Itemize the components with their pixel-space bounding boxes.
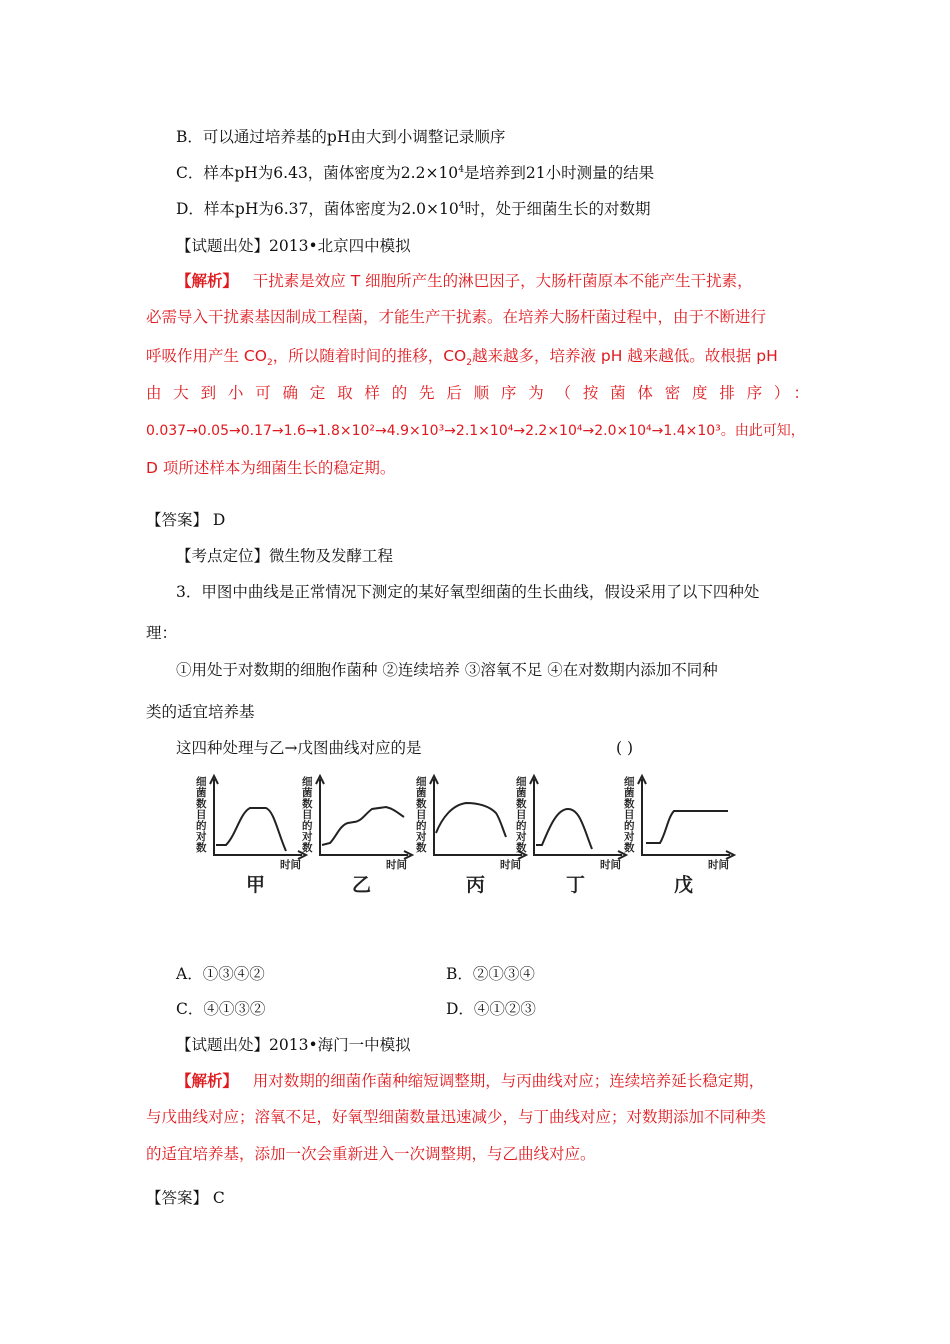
treatment-list: ①用处于对数期的细胞作菌种 ②连续培养 ③溶氧不足 ④在对数期内添加不同种 [176, 661, 718, 679]
y-axis-label-char: 数 [624, 798, 635, 810]
option-d: D．样本pH为6.37，菌体密度为$2.0\times 10^4$时，处于细菌生长的对数期 [176, 200, 651, 218]
y-axis-label-char: 目 [624, 809, 635, 821]
question-source: 【试题出处】2013•北京四中模拟 [176, 237, 411, 255]
growth-curve [646, 811, 728, 843]
y-axis-label-char: 数 [416, 842, 427, 854]
analysis-line: 的适宜培养基，添加一次会重新进入一次调整期，与乙曲线对应。 [146, 1145, 596, 1163]
choice-a: A．①③④② [176, 965, 265, 983]
analysis-line: 【解析】 用对数期的细菌作菌种缩短调整期，与丙曲线对应；连续培养延长稳定期， [176, 1072, 765, 1090]
growth-curve-graph [196, 775, 306, 870]
analysis-line: D 项所述样本为细菌生长的稳定期。 [146, 459, 396, 477]
x-axis-label: 时间 [600, 859, 621, 871]
graph-name: 乙 [352, 874, 372, 896]
y-axis-label-char: 细 [516, 776, 527, 788]
growth-curve [216, 808, 286, 851]
y-axis-label-char: 的 [196, 820, 207, 832]
question-ask: 这四种处理与乙→戊图曲线对应的是 [176, 739, 422, 757]
y-axis-label-char: 对 [416, 831, 427, 843]
analysis-line: 与戊曲线对应；溶氧不足，好氧型细菌数量迅速减少，与丁曲线对应；对数期添加不同种类 [146, 1108, 767, 1126]
x-axis-label: 时间 [280, 859, 301, 871]
y-axis-label-char: 菌 [196, 787, 207, 799]
analysis-line: 由大到小可确定取样的先后顺序为（按菌体密度排序）： [146, 384, 809, 402]
growth-curve [436, 803, 506, 837]
growth-curve-graph [516, 775, 626, 870]
y-axis-label-char: 的 [516, 820, 527, 832]
x-axis-label: 时间 [500, 859, 521, 871]
y-axis-label-char: 细 [624, 776, 635, 788]
growth-curve-svg [302, 775, 412, 870]
growth-curve-svg [516, 775, 626, 870]
y-axis-label-char: 目 [196, 809, 207, 821]
y-axis-label-char: 细 [416, 776, 427, 788]
answer-blank: ( ) [616, 739, 634, 757]
y-axis-label-char: 目 [416, 809, 427, 821]
axes [434, 779, 522, 855]
growth-curve [322, 807, 404, 845]
analysis-line: 【解析】 干扰素是效应 T 细胞所产生的淋巴因子，大肠杆菌原本不能产生干扰素， [176, 272, 753, 290]
y-axis-label-char: 细 [196, 776, 207, 788]
option-c: C．样本pH为6.43，菌体密度为$2.2\times 10^4$是培养到21小时测量的结果 [176, 164, 655, 182]
y-axis-label-char: 数 [624, 842, 635, 854]
y-axis-label-char: 菌 [416, 787, 427, 799]
graph-name: 戊 [674, 874, 694, 896]
choice-b: B．②①③④ [446, 965, 535, 983]
treatment-list: 类的适宜培养基 [146, 703, 255, 721]
graph-name: 甲 [246, 874, 266, 896]
analysis-line: 0.037→0.05→0.17→1.6→1.8×10²→4.9×10³→2.1×10⁴→2.2×10⁴→2.0×10⁴→1.4×10³。由此可知， [146, 423, 805, 439]
y-axis-label-char: 菌 [302, 787, 313, 799]
y-axis-label-char: 的 [624, 820, 635, 832]
y-axis-label-char: 对 [624, 831, 635, 843]
choice-d: D．④①②③ [446, 1000, 536, 1018]
question-source: 【试题出处】2013•海门一中模拟 [176, 1036, 411, 1054]
y-axis-label-char: 数 [196, 798, 207, 810]
x-axis-label: 时间 [708, 859, 729, 871]
y-axis-label-char: 数 [302, 842, 313, 854]
answer: 【答案】 D [146, 511, 226, 529]
question-stem: 3．甲图中曲线是正常情况下测定的某好氧型细菌的生长曲线，假设采用了以下四种处 [176, 583, 760, 601]
growth-curve-svg [624, 775, 734, 870]
y-axis-label-char: 目 [516, 809, 527, 821]
growth-curve-svg [196, 775, 306, 870]
y-axis-label-char: 的 [302, 820, 313, 832]
y-axis-label-char: 菌 [624, 787, 635, 799]
growth-curve-graph [302, 775, 412, 870]
y-axis-label-char: 对 [516, 831, 527, 843]
analysis-line: 呼吸作用产生 $CO_2$，所以随着时间的推移，$CO_2$越来越多，培养液 pH 越来越低。故根据 pH [146, 347, 778, 369]
question-stem: 理： [146, 624, 178, 642]
y-axis-label-char: 对 [302, 831, 313, 843]
growth-curve-graph [416, 775, 526, 870]
y-axis-label-char: 数 [416, 798, 427, 810]
y-axis-label-char: 细 [302, 776, 313, 788]
growth-curve-graph [624, 775, 734, 870]
growth-curve-svg [416, 775, 526, 870]
graph-name: 丙 [466, 874, 486, 896]
graph-name: 丁 [566, 874, 586, 896]
answer: 【答案】 C [146, 1189, 225, 1207]
y-axis-label-char: 数 [516, 842, 527, 854]
option-b: B．可以通过培养基的pH由大到小调整记录顺序 [176, 128, 506, 146]
y-axis-label-char: 菌 [516, 787, 527, 799]
topic-location: 【考点定位】微生物及发酵工程 [176, 547, 394, 565]
x-axis-label: 时间 [386, 859, 407, 871]
y-axis-label-char: 数 [302, 798, 313, 810]
choice-c: C．④①③② [176, 1000, 266, 1018]
growth-curve [536, 809, 592, 849]
y-axis-label-char: 对 [196, 831, 207, 843]
y-axis-label-char: 数 [516, 798, 527, 810]
analysis-line: 必需导入干扰素基因制成工程菌，才能生产干扰素。在培养大肠杆菌过程中，由于不断进行 [146, 308, 767, 326]
y-axis-label-char: 的 [416, 820, 427, 832]
y-axis-label-char: 目 [302, 809, 313, 821]
y-axis-label-char: 数 [196, 842, 207, 854]
